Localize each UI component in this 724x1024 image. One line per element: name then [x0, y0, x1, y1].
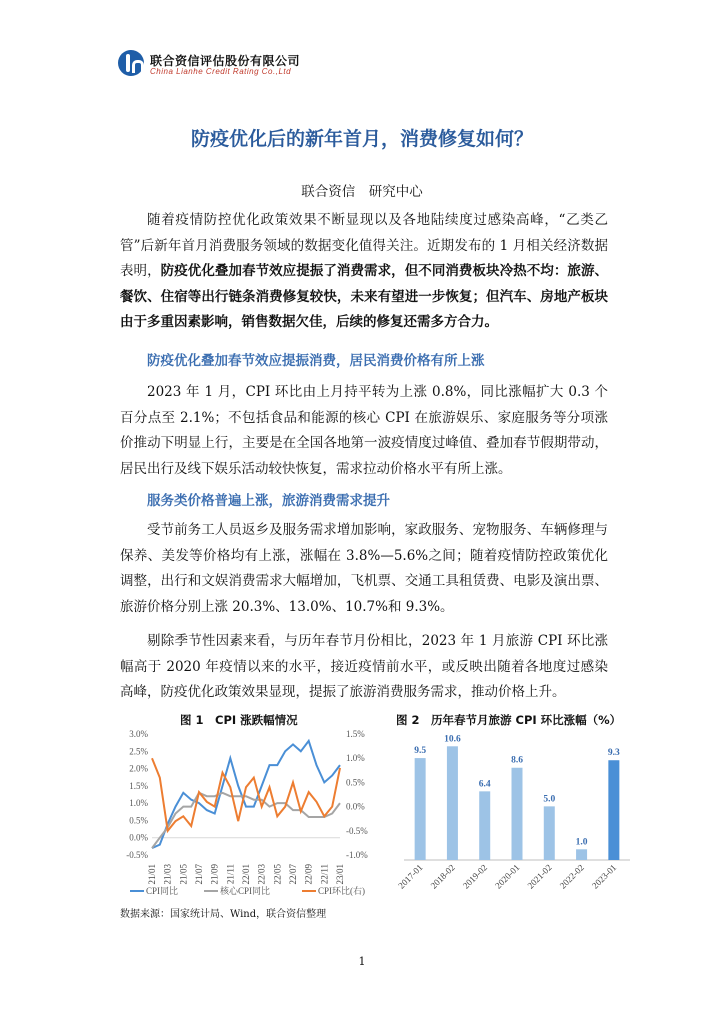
- section2-paragraph-1: 受节前务工人员返乡及服务需求增加影响，家政服务、宠物服务、车辆修理与保养、美发等价格均有上涨，涨幅在 3.8%—5.6%之间；随着疫情防控政策优化调整，出行和文娱消费需求大幅增加，飞机票、交通工具租赁费、电影及演出票、旅游价格分别上涨 20.3%、13.0%、10.7%和 9.3%。: [120, 522, 608, 615]
- fig1-legend-label: CPI环比(右): [318, 886, 365, 896]
- fig2-x-tick-label: 2017-01: [396, 862, 425, 891]
- fig2-bar: [479, 791, 490, 860]
- data-source-note: 数据来源：国家统计局、Wind，联合资信整理: [120, 909, 327, 920]
- fig2-bar-value-label: 9.5: [414, 746, 427, 757]
- fig1-legend-label: 核心CPI同比: [220, 886, 271, 896]
- figure2-title: 图 2 历年春节月旅游 CPI 环比涨幅（%）: [396, 713, 622, 727]
- fig2-bar: [576, 849, 587, 860]
- intro-plain-text: 随着疫情防控优化政策效果不断显现以及各地陆续度过感染高峰，“乙类乙管”后新年首月消费服务领域的数据变化值得关注。近期发布的 1 月相关经济数据表明，: [120, 212, 608, 279]
- fig1-left-tick-label: 1.5%: [129, 780, 148, 791]
- article-author: 联合资信 研究中心: [301, 184, 423, 200]
- company-name-en: China Lianhe Credit Rating Co.,Ltd: [150, 67, 292, 76]
- fig2-x-tick-label: 2021-02: [525, 862, 554, 891]
- fig1-left-tick-label: 0.0%: [129, 832, 148, 843]
- fig2-bar-value-label: 8.6: [511, 755, 523, 766]
- fig1-x-tick-label: 21/05: [178, 864, 189, 885]
- article-title: 防疫优化后的新年首月，消费修复如何？: [190, 128, 533, 150]
- fig2-bar: [544, 806, 555, 860]
- fig1-right-tick-label: -1.0%: [346, 850, 368, 860]
- company-name-cn: 联合资信评估股份有限公司: [150, 54, 301, 68]
- section1-heading: 防疫优化叠加春节效应提振消费，居民消费价格有所上涨: [147, 353, 485, 369]
- section2-paragraph-2: 剔除季节性因素来看，与历年春节月份相比，2023 年 1 月旅游 CPI 环比涨幅高于 2020 年疫情以来的水平，接近疫情前水平，或反映出随着各地度过感染高峰，防疫优化政策效果显现，提振了旅游消费服务需求，推动价格上升。: [120, 633, 608, 700]
- fig1-x-tick-label: 21/11: [225, 864, 236, 885]
- fig1-x-tick-label: 22/01: [241, 864, 251, 885]
- fig2-x-tick-label: 2019-02: [460, 862, 490, 891]
- fig2-x-tick-label: 2022-02: [557, 862, 586, 891]
- fig2-bar-value-label: 9.3: [607, 748, 620, 759]
- fig2-x-tick-label: 2020-01: [493, 862, 522, 891]
- fig1-x-tick-label: 22/09: [303, 864, 314, 885]
- figure1-title: 图 1 CPI 涨跌幅情况: [180, 713, 298, 727]
- company-logo-icon: [118, 50, 144, 76]
- fig1-left-tick-label: 2.5%: [129, 746, 148, 757]
- fig1-x-tick-label: 22/03: [256, 864, 267, 885]
- page-number: 1: [358, 955, 366, 968]
- fig2-bar-value-label: 10.6: [444, 734, 461, 745]
- fig1-x-tick-label: 21/01: [147, 864, 157, 885]
- intro-paragraph: [120, 208, 608, 336]
- fig1-x-tick-label: 22/05: [272, 864, 283, 885]
- fig1-right-tick-label: 0.0%: [346, 801, 365, 812]
- fig2-bar: [447, 746, 458, 860]
- fig2-x-tick-label: 2023-01: [589, 862, 619, 891]
- fig2-bar-value-label: 1.0: [575, 837, 588, 848]
- figure2-bar-chart: [392, 724, 642, 904]
- fig1-right-tick-label: 0.5%: [346, 777, 365, 788]
- fig2-bar: [512, 768, 523, 860]
- section2-heading: 服务类价格普遍上涨，旅游消费需求提升: [147, 493, 390, 509]
- fig2-bar-value-label: 6.4: [478, 779, 491, 790]
- fig2-bar: [608, 760, 619, 860]
- fig1-legend-label: CPI同比: [146, 886, 179, 896]
- fig1-x-tick-label: 22/11: [319, 864, 330, 885]
- fig1-x-tick-label: 21/09: [209, 864, 220, 885]
- fig1-left-tick-label: 1.0%: [129, 798, 148, 809]
- fig1-left-tick-label: 0.5%: [129, 815, 148, 826]
- fig1-left-tick-label: 3.0%: [129, 729, 148, 739]
- fig1-right-tick-label: 1.5%: [346, 729, 365, 739]
- fig1-x-tick-label: 21/07: [194, 864, 204, 885]
- fig1-right-tick-label: 1.0%: [346, 753, 365, 764]
- fig1-x-tick-label: 22/07: [288, 864, 298, 885]
- fig2-bar: [415, 758, 426, 860]
- section1-paragraph: 2023 年 1 月，CPI 环比由上月持平转为上涨 0.8%，同比涨幅扩大 0.3 个百分点至 2.1%；不包括食品和能源的核心 CPI 在旅游娱乐、家庭服务等分项涨价推动下明显上行，主要是在全国各地第一波疫情度过峰值、叠加春节假期带动，居民出行及线下娱乐活动较快恢复，需求拉动价格水平有所上涨。: [120, 384, 608, 477]
- fig1-right-tick-label: -0.5%: [346, 825, 368, 836]
- intro-bold-text: 防疫优化叠加春节效应提振了消费需求，但不同消费板块冷热不均：旅游、餐饮、住宿等出行链条消费修复较快，未来有望进一步恢复；但汽车、房地产板块由于多重因素影响，销售数据欠佳，后续的修复还需多方合力。: [120, 263, 608, 330]
- fig1-left-tick-label: 2.0%: [129, 763, 148, 774]
- figure1-line-chart: [112, 724, 378, 904]
- fig1-series-line: [152, 793, 340, 848]
- fig2-bar-value-label: 5.0: [543, 794, 556, 805]
- fig1-x-tick-label: 23/01: [335, 864, 345, 885]
- fig1-series-line: [152, 758, 340, 831]
- fig1-x-tick-label: 21/03: [162, 864, 173, 885]
- fig1-left-tick-label: -0.5%: [126, 850, 148, 860]
- fig2-x-tick-label: 2018-02: [428, 862, 457, 891]
